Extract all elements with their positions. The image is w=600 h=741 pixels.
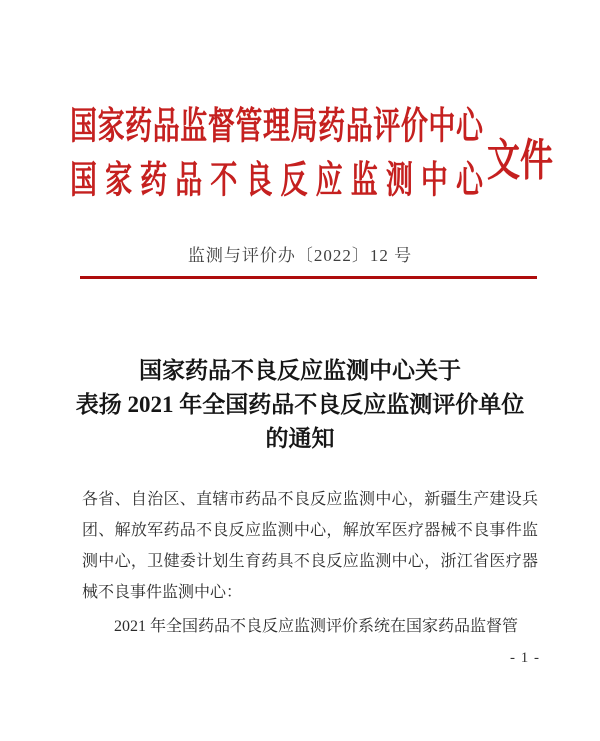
letterhead-line2: 国家药品不良反应监测中心	[70, 159, 483, 201]
title-line-1: 国家药品不良反应监测中心关于	[139, 358, 461, 383]
body-line-4: 械不良事件监测中心：	[82, 584, 243, 601]
document-title	[0, 354, 600, 456]
title-line-2: 表扬 2021 年全国药品不良反应监测评价单位	[75, 392, 525, 417]
title-line-3: 的通知	[265, 426, 335, 451]
letterhead	[70, 100, 483, 208]
document-body	[82, 484, 538, 642]
body-line-2: 团、解放军药品不良反应监测中心，解放军医疗器械不良事件监	[82, 522, 538, 539]
body-line-3: 测中心，卫健委计划生育药具不良反应监测中心，浙江省医疗器	[82, 553, 538, 570]
doc-number: 监测与评价办〔2022〕12 号	[187, 246, 413, 265]
body-line-1: 各省、自治区、直辖市药品不良反应监测中心，新疆生产建设兵	[82, 491, 538, 508]
red-divider-line	[80, 276, 537, 279]
page-number: - 1 -	[510, 650, 540, 666]
letterhead-line1: 国家药品监督管理局药品评价中心	[70, 105, 483, 147]
letterhead-suffix: 文件	[487, 137, 553, 186]
body-line-5: 2021 年全国药品不良反应监测评价系统在国家药品监督管	[114, 618, 519, 635]
